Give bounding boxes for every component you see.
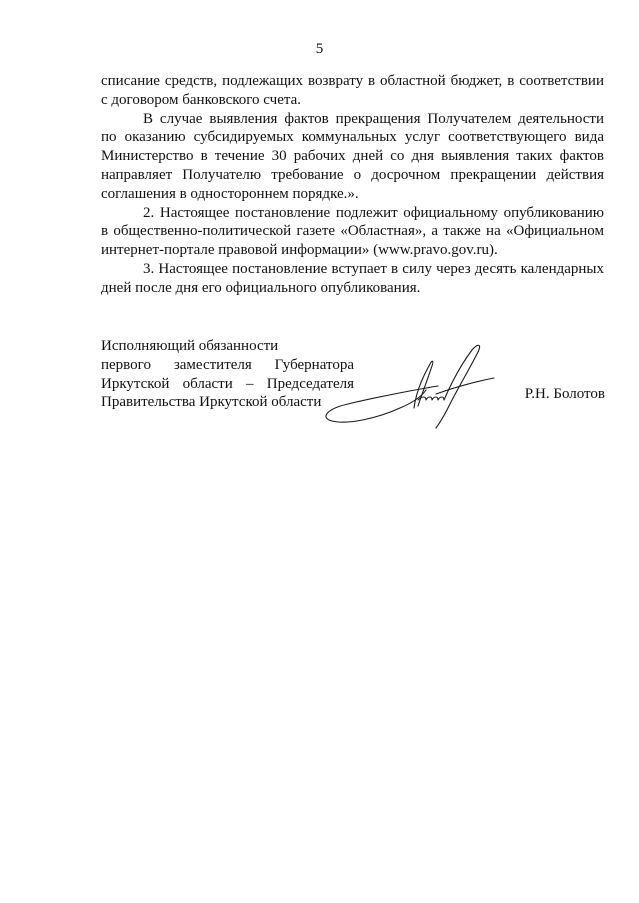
signatory-title-line: Правительства Иркутской области [101,394,322,411]
signatory-title-line: Иркутской области – Председателя [101,375,354,392]
paragraph-entry-into-force: 3. Настоящее постановление вступает в силу через десять календарных дней после дня его официального опубликования. [101,260,604,296]
signatory-title-line: Исполняющий обязанности [101,338,279,354]
paragraph-termination-case: В случае выявления фактов прекращения Получателем деятельности по оказанию субсидируемых коммунальных услуг соответствующего вида Министерство в течение 30 рабочих дней со дня выявления таких фактов направляет Получателю требование о досрочном прекращении действия соглашения в одностороннем порядке.». [101,110,604,202]
document-body [101,72,604,298]
signatory-title-line: первого заместителя Губернатора [101,356,354,373]
signatory-name: Р.Н. Болотов [524,386,605,402]
page-number: 5 [315,41,324,57]
signatory-title [101,337,354,412]
paragraph-publication: 2. Настоящее постановление подлежит официальному опубликованию в общественно-политической газете «Областная», а также на «Официальном интернет-портале правовой информации» (www.pravo.gov.ru). [101,204,604,259]
paragraph-continuation: списание средств, подлежащих возврату в областной бюджет, в соответствии с договором банковского счета. [101,73,604,108]
handwritten-signature [318,338,498,438]
